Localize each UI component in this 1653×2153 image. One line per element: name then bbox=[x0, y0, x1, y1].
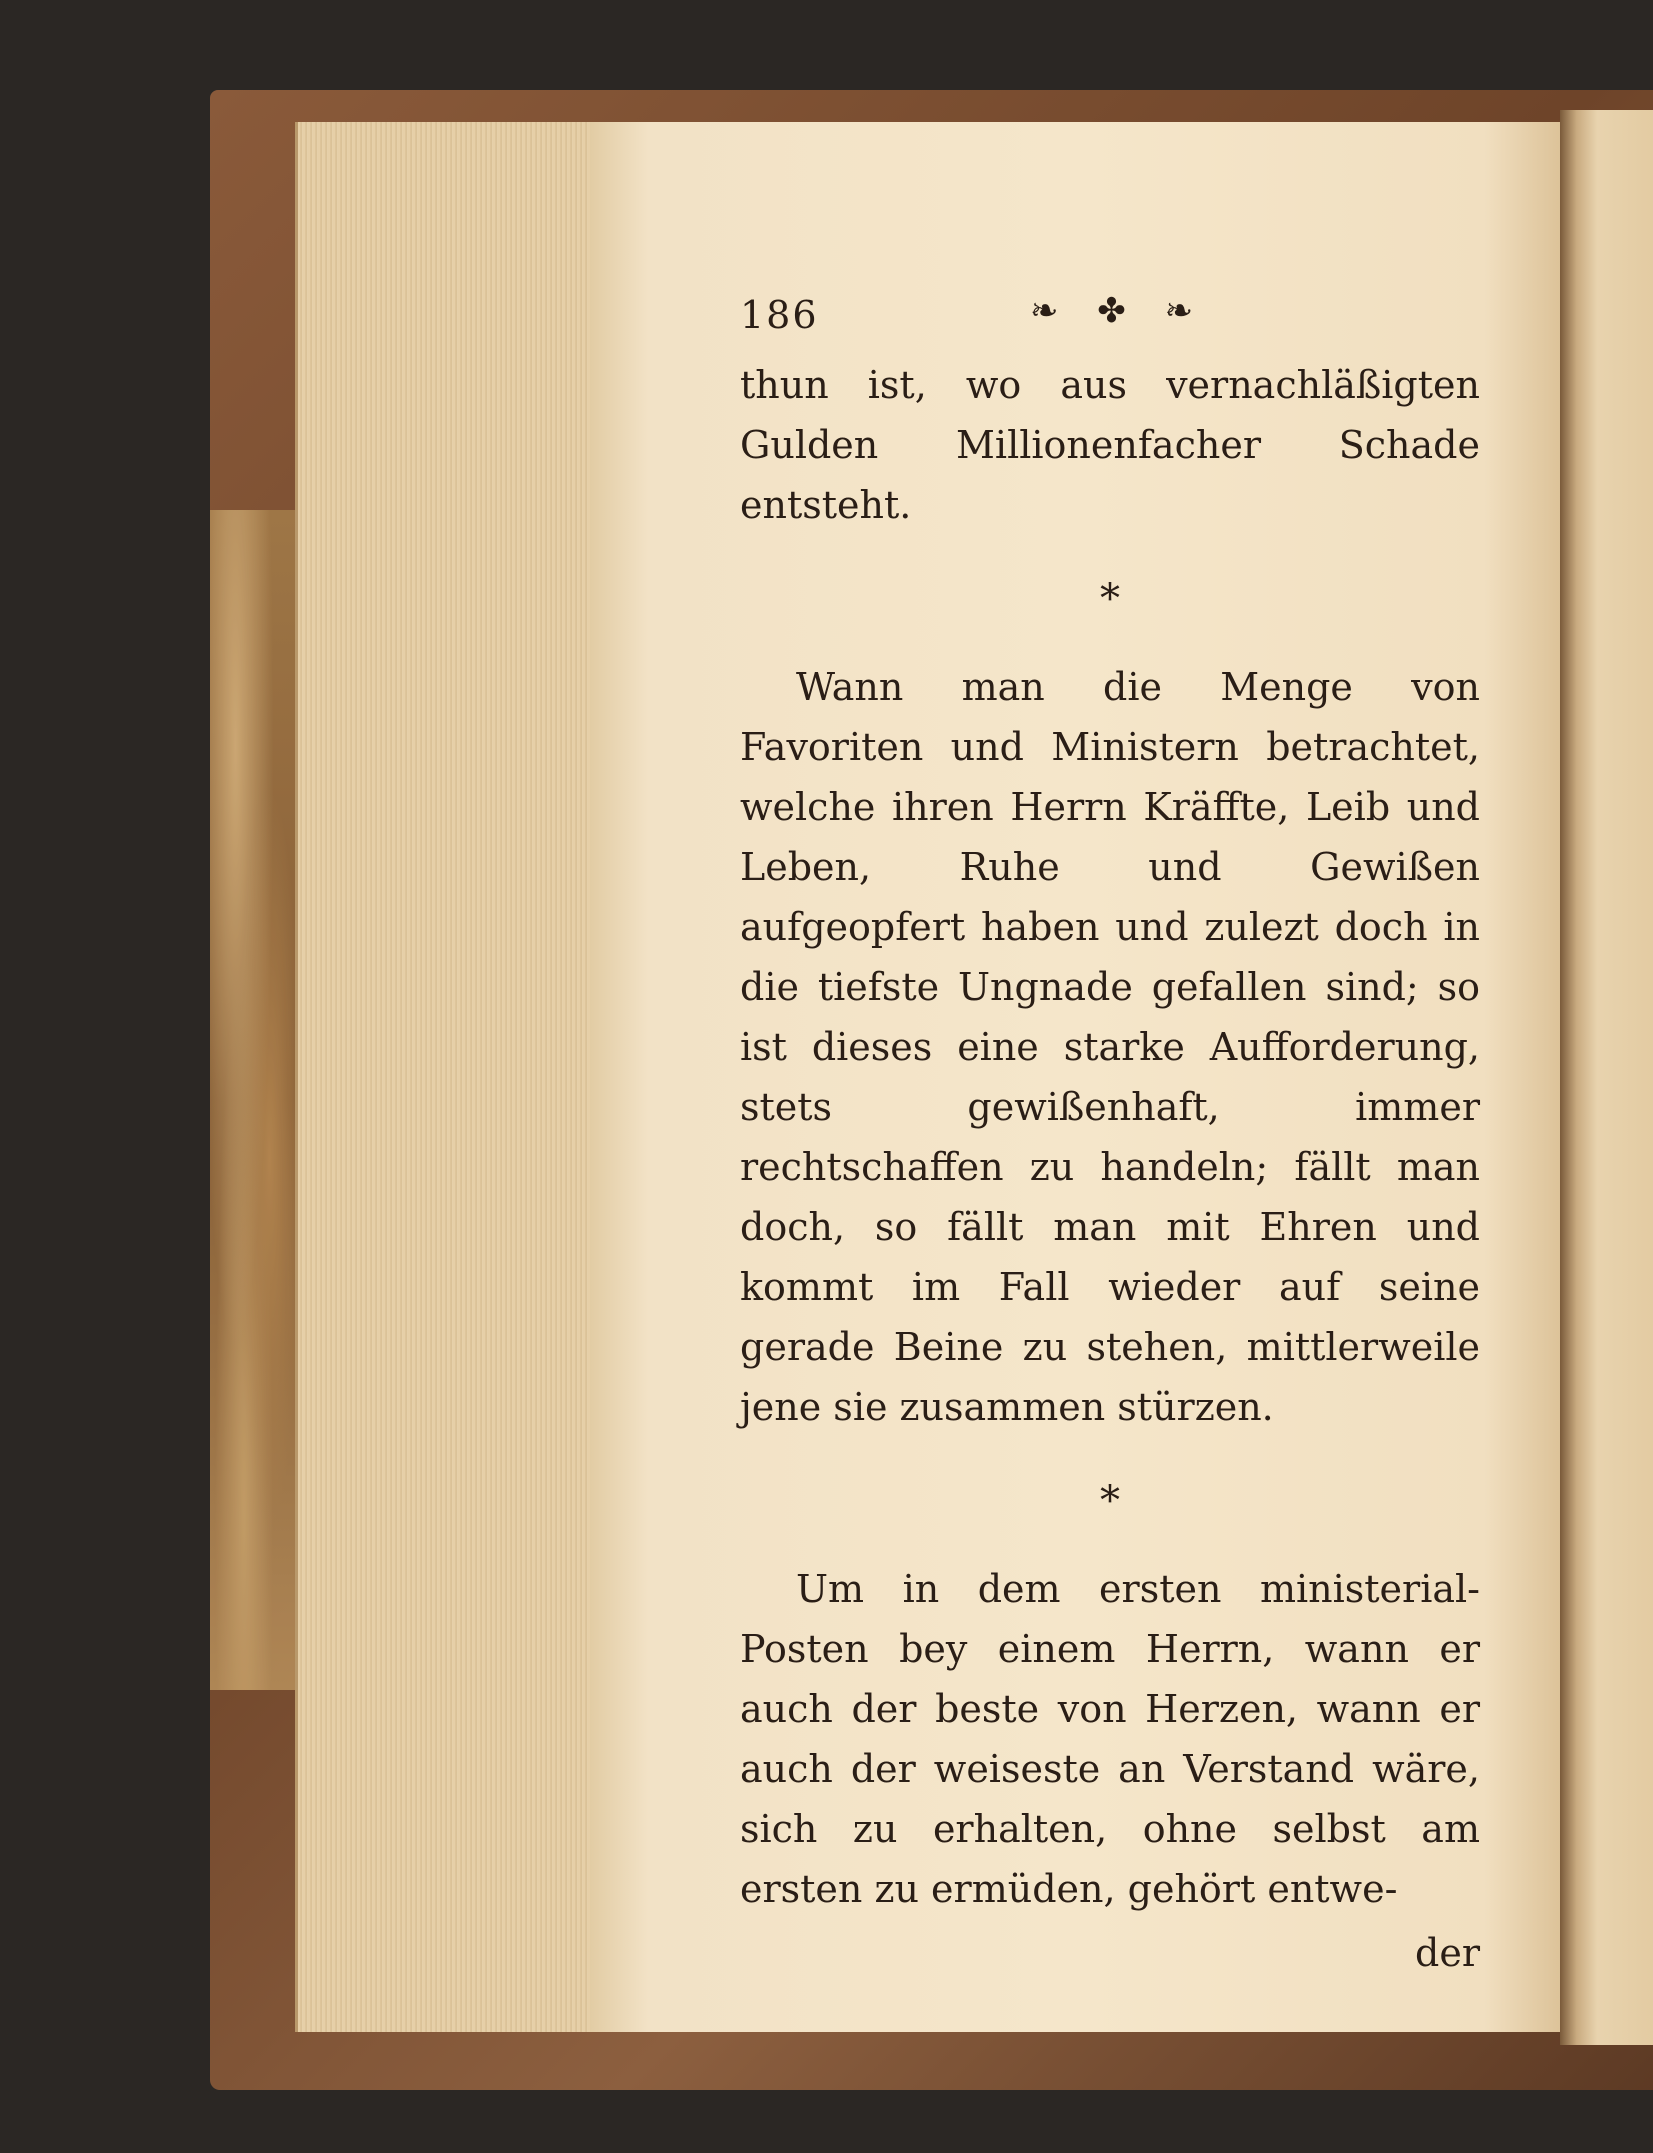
section-separator-2: * bbox=[1100, 1478, 1120, 1524]
page-edges bbox=[295, 122, 598, 2032]
catchword: der bbox=[1415, 1931, 1480, 1975]
page-content bbox=[740, 285, 1480, 1983]
section-separator-1: * bbox=[1100, 576, 1120, 622]
paragraph-1: thun ist, wo aus vernachläßigten Gulden Millionenfacher Schade entsteht. bbox=[740, 363, 1480, 527]
paragraph-2: Wann man die Menge von Favoriten und Ministern betrachtet, welche ihren Herrn Kräffte, Leib und Leben, Ruhe und Gewißen aufgeopfert haben und zulezt doch in die tiefste Ungnade gefallen sind; so ist dieses eine starke Aufforderung, stets gewißenhaft, immer rechtschaffen zu handeln; fällt man doch, so fällt man mit Ehren und kommt im Fall wieder auf seine gerade Beine zu stehen, mittlerweile jene sie zusammen stürzen. bbox=[740, 665, 1480, 1429]
running-header bbox=[740, 285, 1480, 355]
marbled-cover-edge bbox=[210, 510, 295, 1690]
paragraph-3: Um in dem ersten ministerial-Posten bey einem Herrn, wann er auch der beste von Herzen, wann er auch der weiseste an Verstand wäre, sich zu erhalten, ohne selbst am ersten zu ermüden, gehört entwe- bbox=[740, 1567, 1480, 1911]
page-number: 186 bbox=[740, 293, 819, 337]
facing-page-gutter bbox=[1560, 110, 1653, 2045]
header-ornament-icon: ❧ ✤ ❧ bbox=[1030, 291, 1208, 331]
